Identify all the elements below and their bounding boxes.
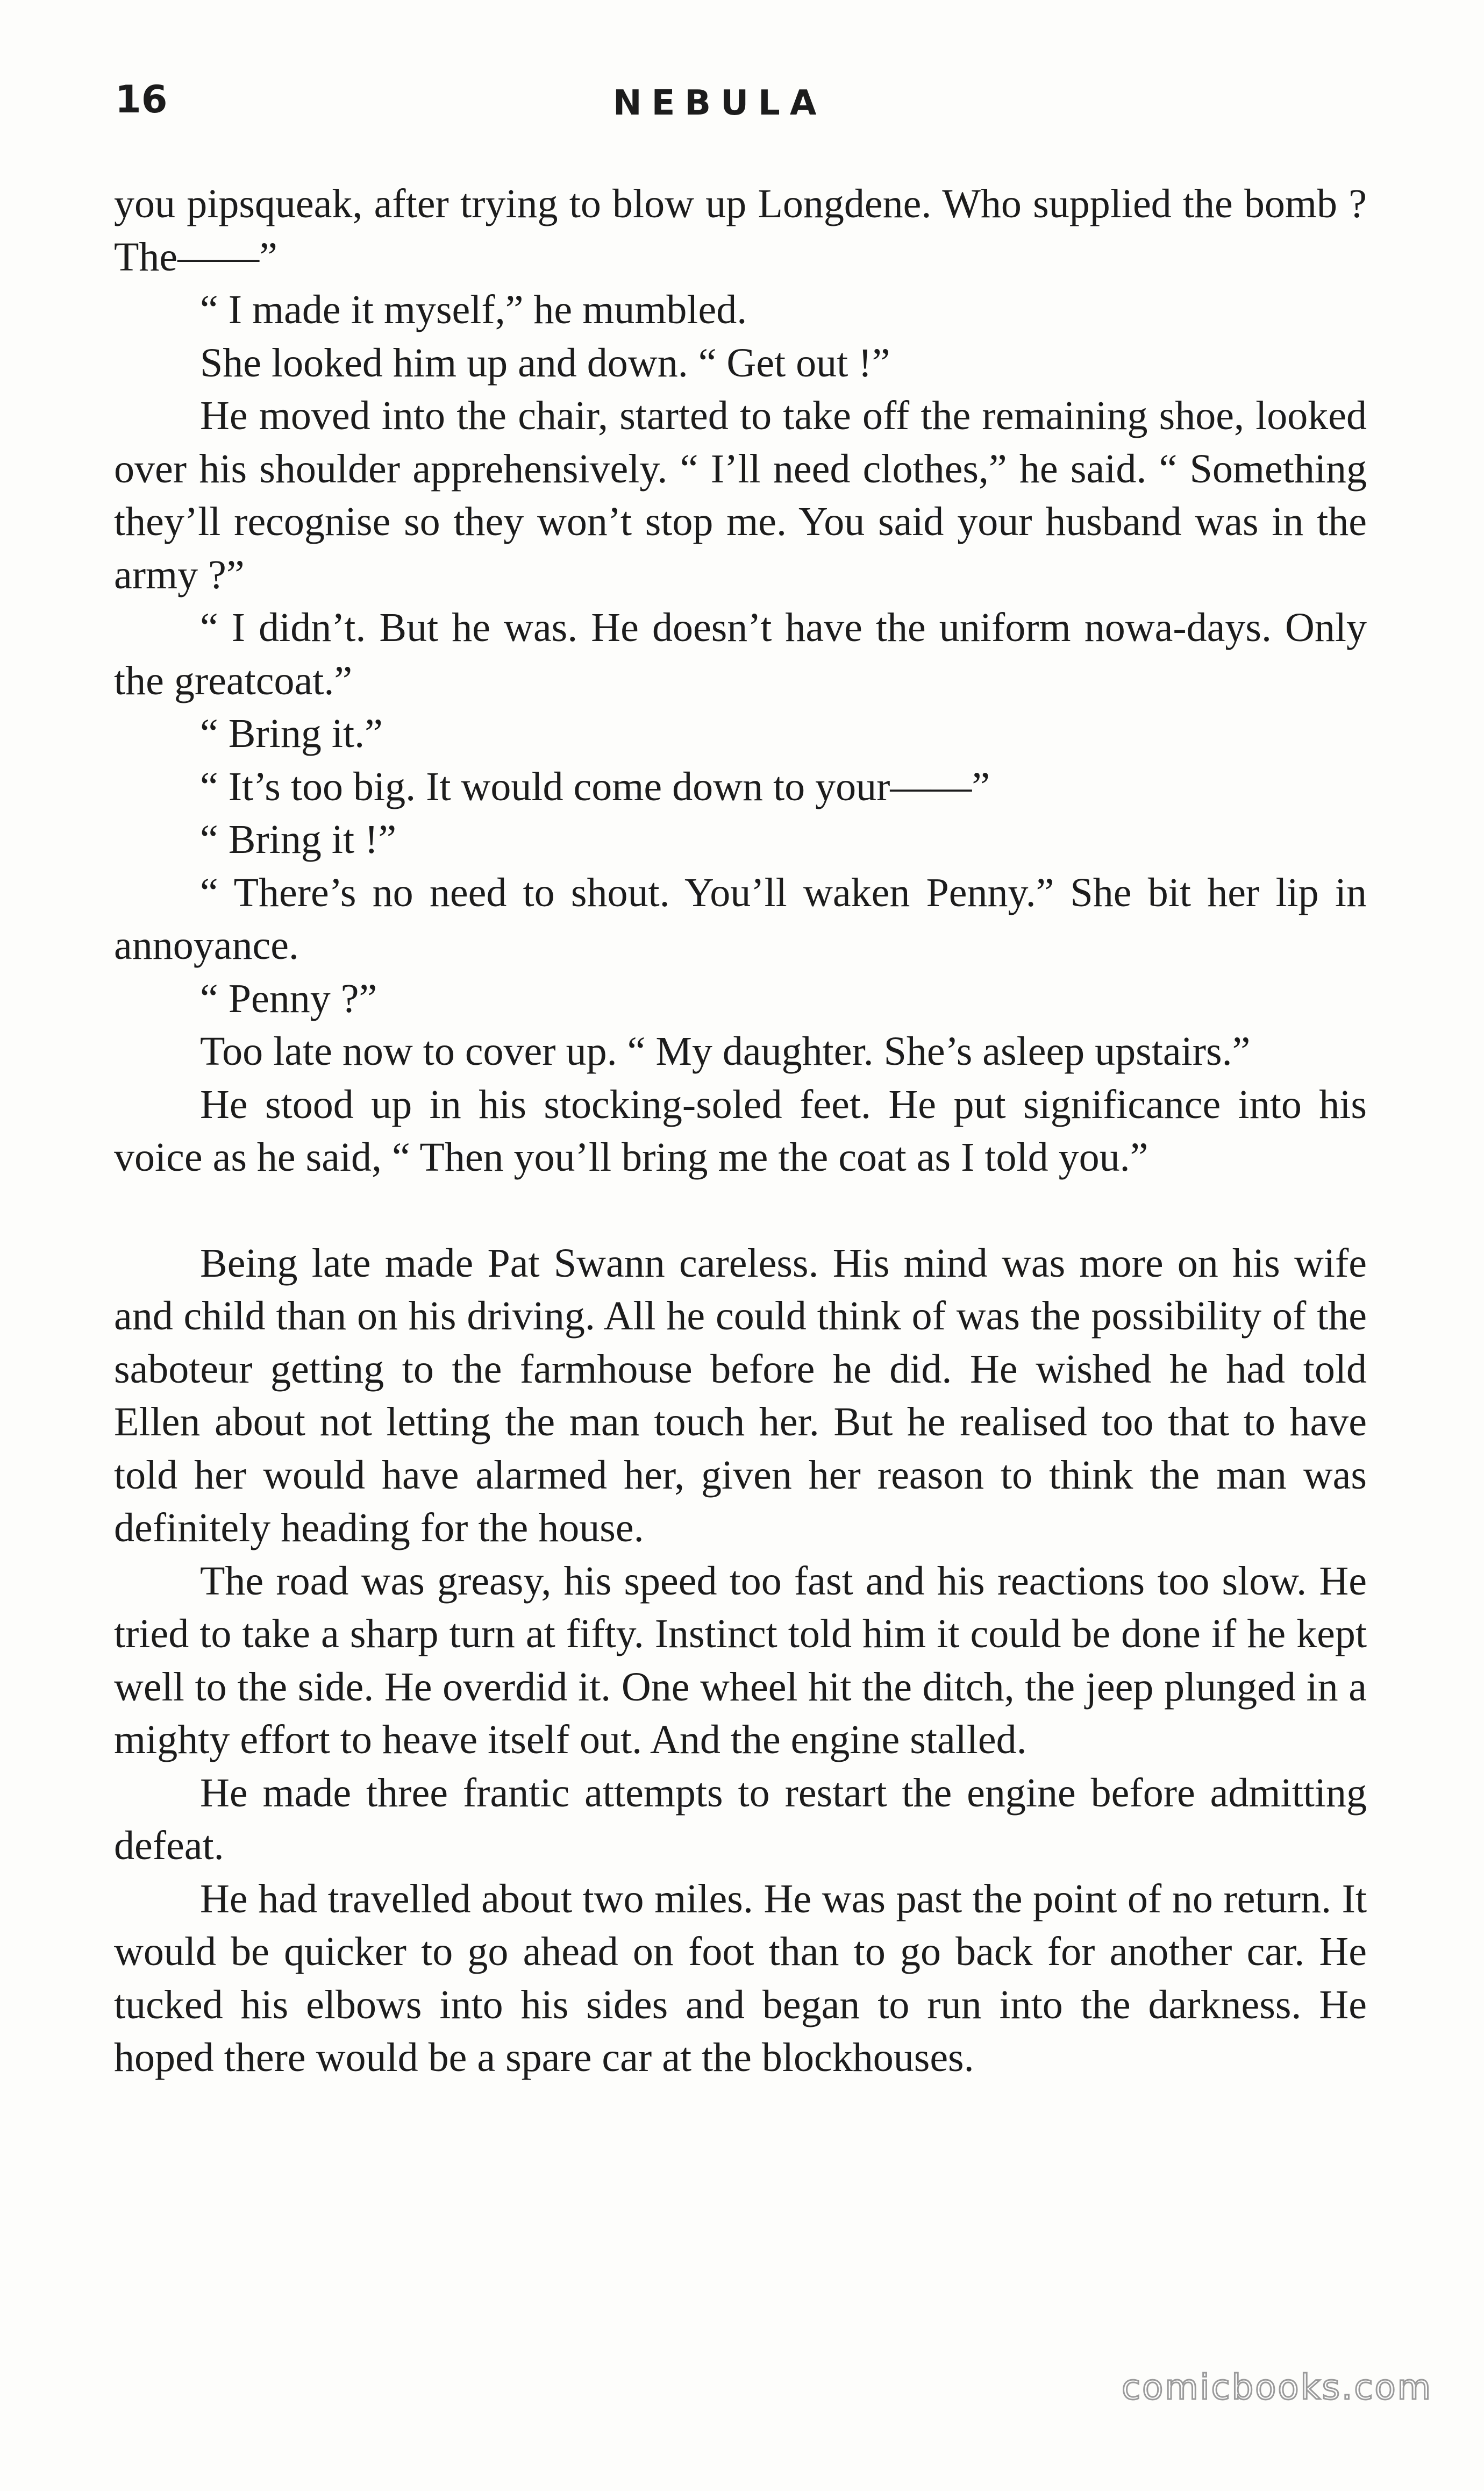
- paragraph: “ There’s no need to shout. You’ll waken Penny.” She bit her lip in annoyance.: [114, 870, 1367, 968]
- paragraph: Being late made Pat Swann careless. His mind was more on his wife and child than on his driving. All he could think of was the possibility of the saboteur getting to the farmhouse before he did. He wished he had told Ellen about not letting the man touch her. But he realised too that to have told her would have alarmed her, given her reason to think the man was definitely heading for the house.: [114, 1240, 1367, 1550]
- section-break: [114, 1184, 1367, 1237]
- paragraph: Too late now to cover up. “ My daughter. She’s asleep upstairs.”: [200, 1029, 1251, 1074]
- story-text: [114, 177, 1367, 2084]
- paragraph: “ Bring it !”: [200, 817, 397, 862]
- paragraph: “ It’s too big. It would come down to your——”: [200, 764, 990, 809]
- paragraph: “ Bring it.”: [200, 711, 383, 756]
- paragraph: “ I didn’t. But he was. He doesn’t have the uniform nowa-days. Only the greatcoat.”: [114, 605, 1367, 703]
- paragraph: “ I made it myself,” he mumbled.: [200, 287, 747, 332]
- paragraph: She looked him up and down. “ Get out !”: [200, 340, 890, 386]
- watermark-logo: comicbooks.com: [1121, 2368, 1432, 2408]
- paragraph: “ Penny ?”: [200, 976, 377, 1021]
- paragraph: you pipsqueak, after trying to blow up Longdene. Who supplied the bomb ? The——”: [114, 181, 1367, 280]
- paragraph: He made three frantic attempts to restart the engine before admitting defeat.: [114, 1770, 1367, 1868]
- paragraph: The road was greasy, his speed too fast and his reactions too slow. He tried to take a sharp turn at fifty. Instinct told him it could be done if he kept well to the side. He overdid it. One wheel hit the ditch, the jeep plunged in a mighty effort to heave itself out. And the engine stalled.: [114, 1558, 1367, 1762]
- paragraph: He stood up in his stocking-soled feet. He put significance into his voice as he said, “ Then you’ll bring me the coat as I told you.”: [114, 1081, 1367, 1180]
- paragraph: He moved into the chair, started to take off the remaining shoe, looked over his shoulder apprehensively. “ I’ll need clothes,” he said. “ Something they’ll recognise so they won’t stop me. You said your husband was in the army ?”: [114, 393, 1367, 597]
- running-head-title: NEBULA: [613, 83, 826, 123]
- page-number: 16: [115, 77, 168, 122]
- paragraph: He had travelled about two miles. He was past the point of no return. It would be quicker to go ahead on foot than to go back for another car. He tucked his elbows into his sides and began to run into the darkness. He hoped there would be a spare car at the blockhouses.: [114, 1876, 1367, 2080]
